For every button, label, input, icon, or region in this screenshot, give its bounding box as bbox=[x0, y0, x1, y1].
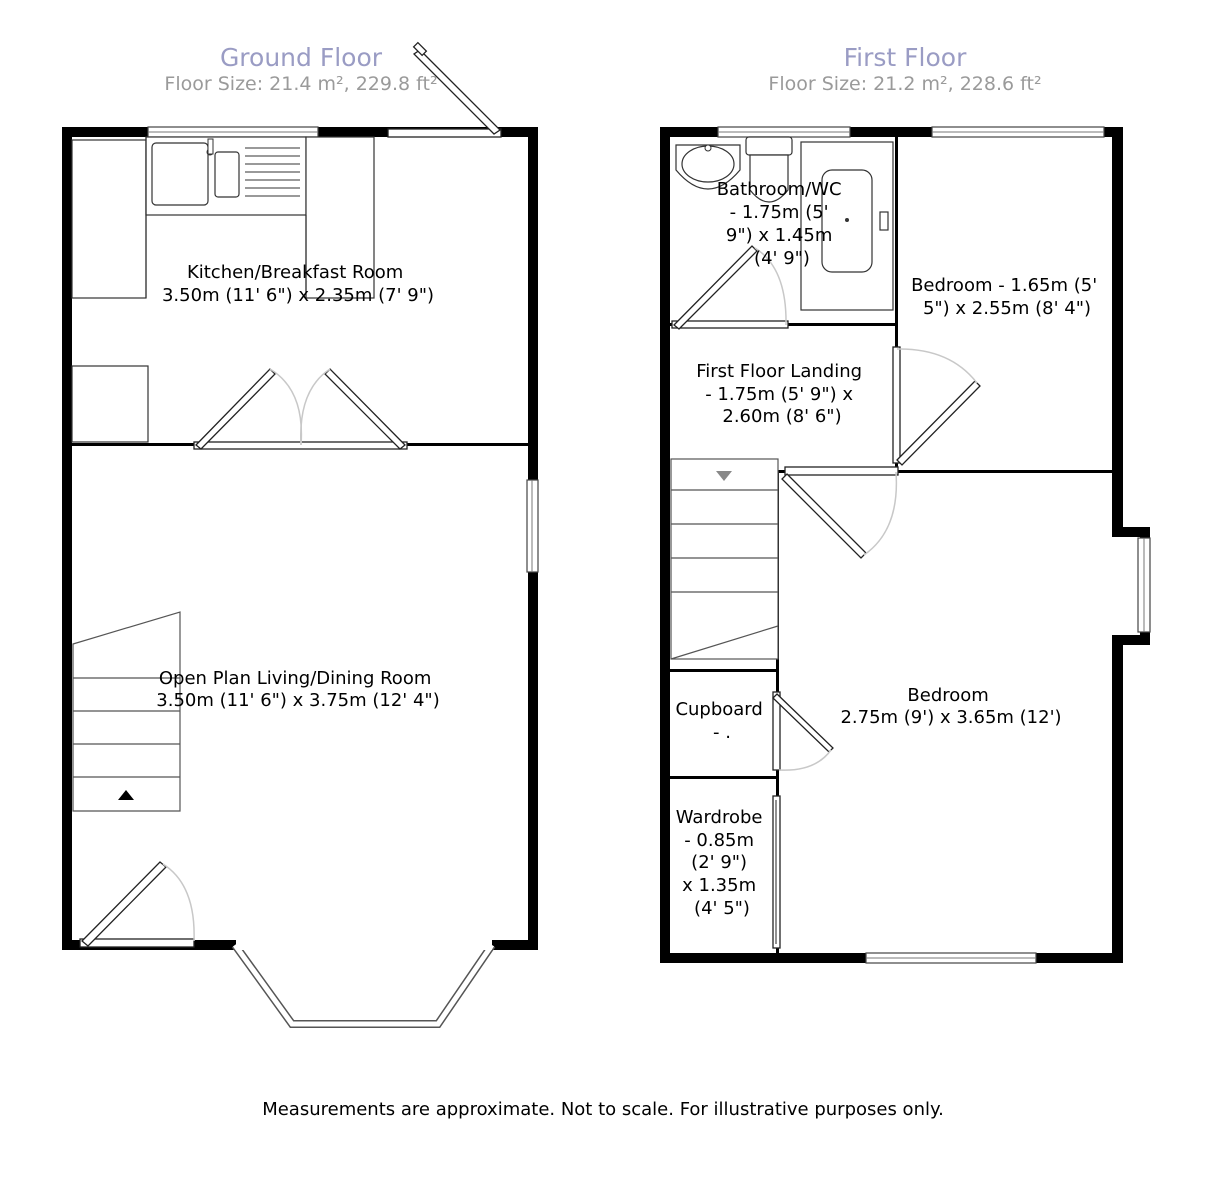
door-leaf bbox=[82, 862, 166, 946]
kitchen-counter bbox=[72, 366, 148, 442]
interior-wall bbox=[670, 669, 778, 672]
room-label-kitchen: Kitchen/Breakfast Room 3.50m (11' 6") x 2.35m (7' 9") bbox=[161, 262, 435, 306]
door-leaf bbox=[325, 369, 405, 449]
ground-floor-title: Ground Floor bbox=[219, 43, 383, 72]
room-label-bathroom: Bathroom/WC - 1.75m (5' 9") x 1.45m (4' 9") bbox=[716, 179, 842, 269]
wall bbox=[62, 127, 72, 950]
interior-wall bbox=[670, 776, 778, 779]
first-floor-title: First Floor bbox=[843, 43, 967, 72]
room-label-bedroom-small: Bedroom - 1.65m (5' 5") x 2.55m (8' 4") bbox=[911, 275, 1098, 319]
room-label-bedroom-main: Bedroom 2.75m (9') x 3.65m (12') bbox=[840, 685, 1062, 728]
ground-floor-size: Floor Size: 21.4 m², 229.8 ft² bbox=[164, 73, 438, 95]
toilet-icon bbox=[746, 137, 792, 155]
kitchen-counter bbox=[72, 140, 146, 298]
staircase bbox=[671, 459, 778, 659]
back-door bbox=[388, 129, 501, 137]
bathroom-door bbox=[672, 321, 788, 328]
bedroom-door bbox=[785, 467, 898, 475]
door-leaf bbox=[897, 381, 980, 465]
wall bbox=[1112, 127, 1123, 527]
sink-icon bbox=[215, 152, 239, 197]
bay-window bbox=[235, 938, 492, 1024]
door-leaf bbox=[782, 474, 866, 558]
interior-wall bbox=[898, 470, 1112, 473]
ground-floor bbox=[62, 43, 538, 1024]
door-leaf bbox=[196, 369, 275, 449]
wall bbox=[1112, 635, 1123, 963]
room-label-wardrobe: Wardrobe - 0.85m (2' 9") x 1.35m (4' 5") bbox=[675, 807, 763, 919]
first-floor-size: Floor Size: 21.2 m², 228.6 ft² bbox=[768, 73, 1042, 95]
staircase bbox=[73, 612, 180, 811]
first-floor bbox=[660, 43, 1150, 963]
sink-icon bbox=[152, 143, 208, 205]
door-leaf bbox=[674, 246, 757, 329]
front-door bbox=[80, 939, 194, 947]
disclaimer: Measurements are approximate. Not to scale. For illustrative purposes only. bbox=[262, 1099, 944, 1120]
room-label-living: Open Plan Living/Dining Room 3.50m (11' 6") x 3.75m (12' 4") bbox=[156, 668, 440, 711]
room-label-landing: First Floor Landing - 1.75m (5' 9") x 2.60m (8' 6") bbox=[696, 361, 863, 427]
bedroom-door bbox=[893, 347, 900, 463]
room-label-cupboard: Cupboard - . bbox=[675, 699, 763, 743]
wall bbox=[660, 127, 670, 963]
door-leaf bbox=[773, 694, 833, 752]
